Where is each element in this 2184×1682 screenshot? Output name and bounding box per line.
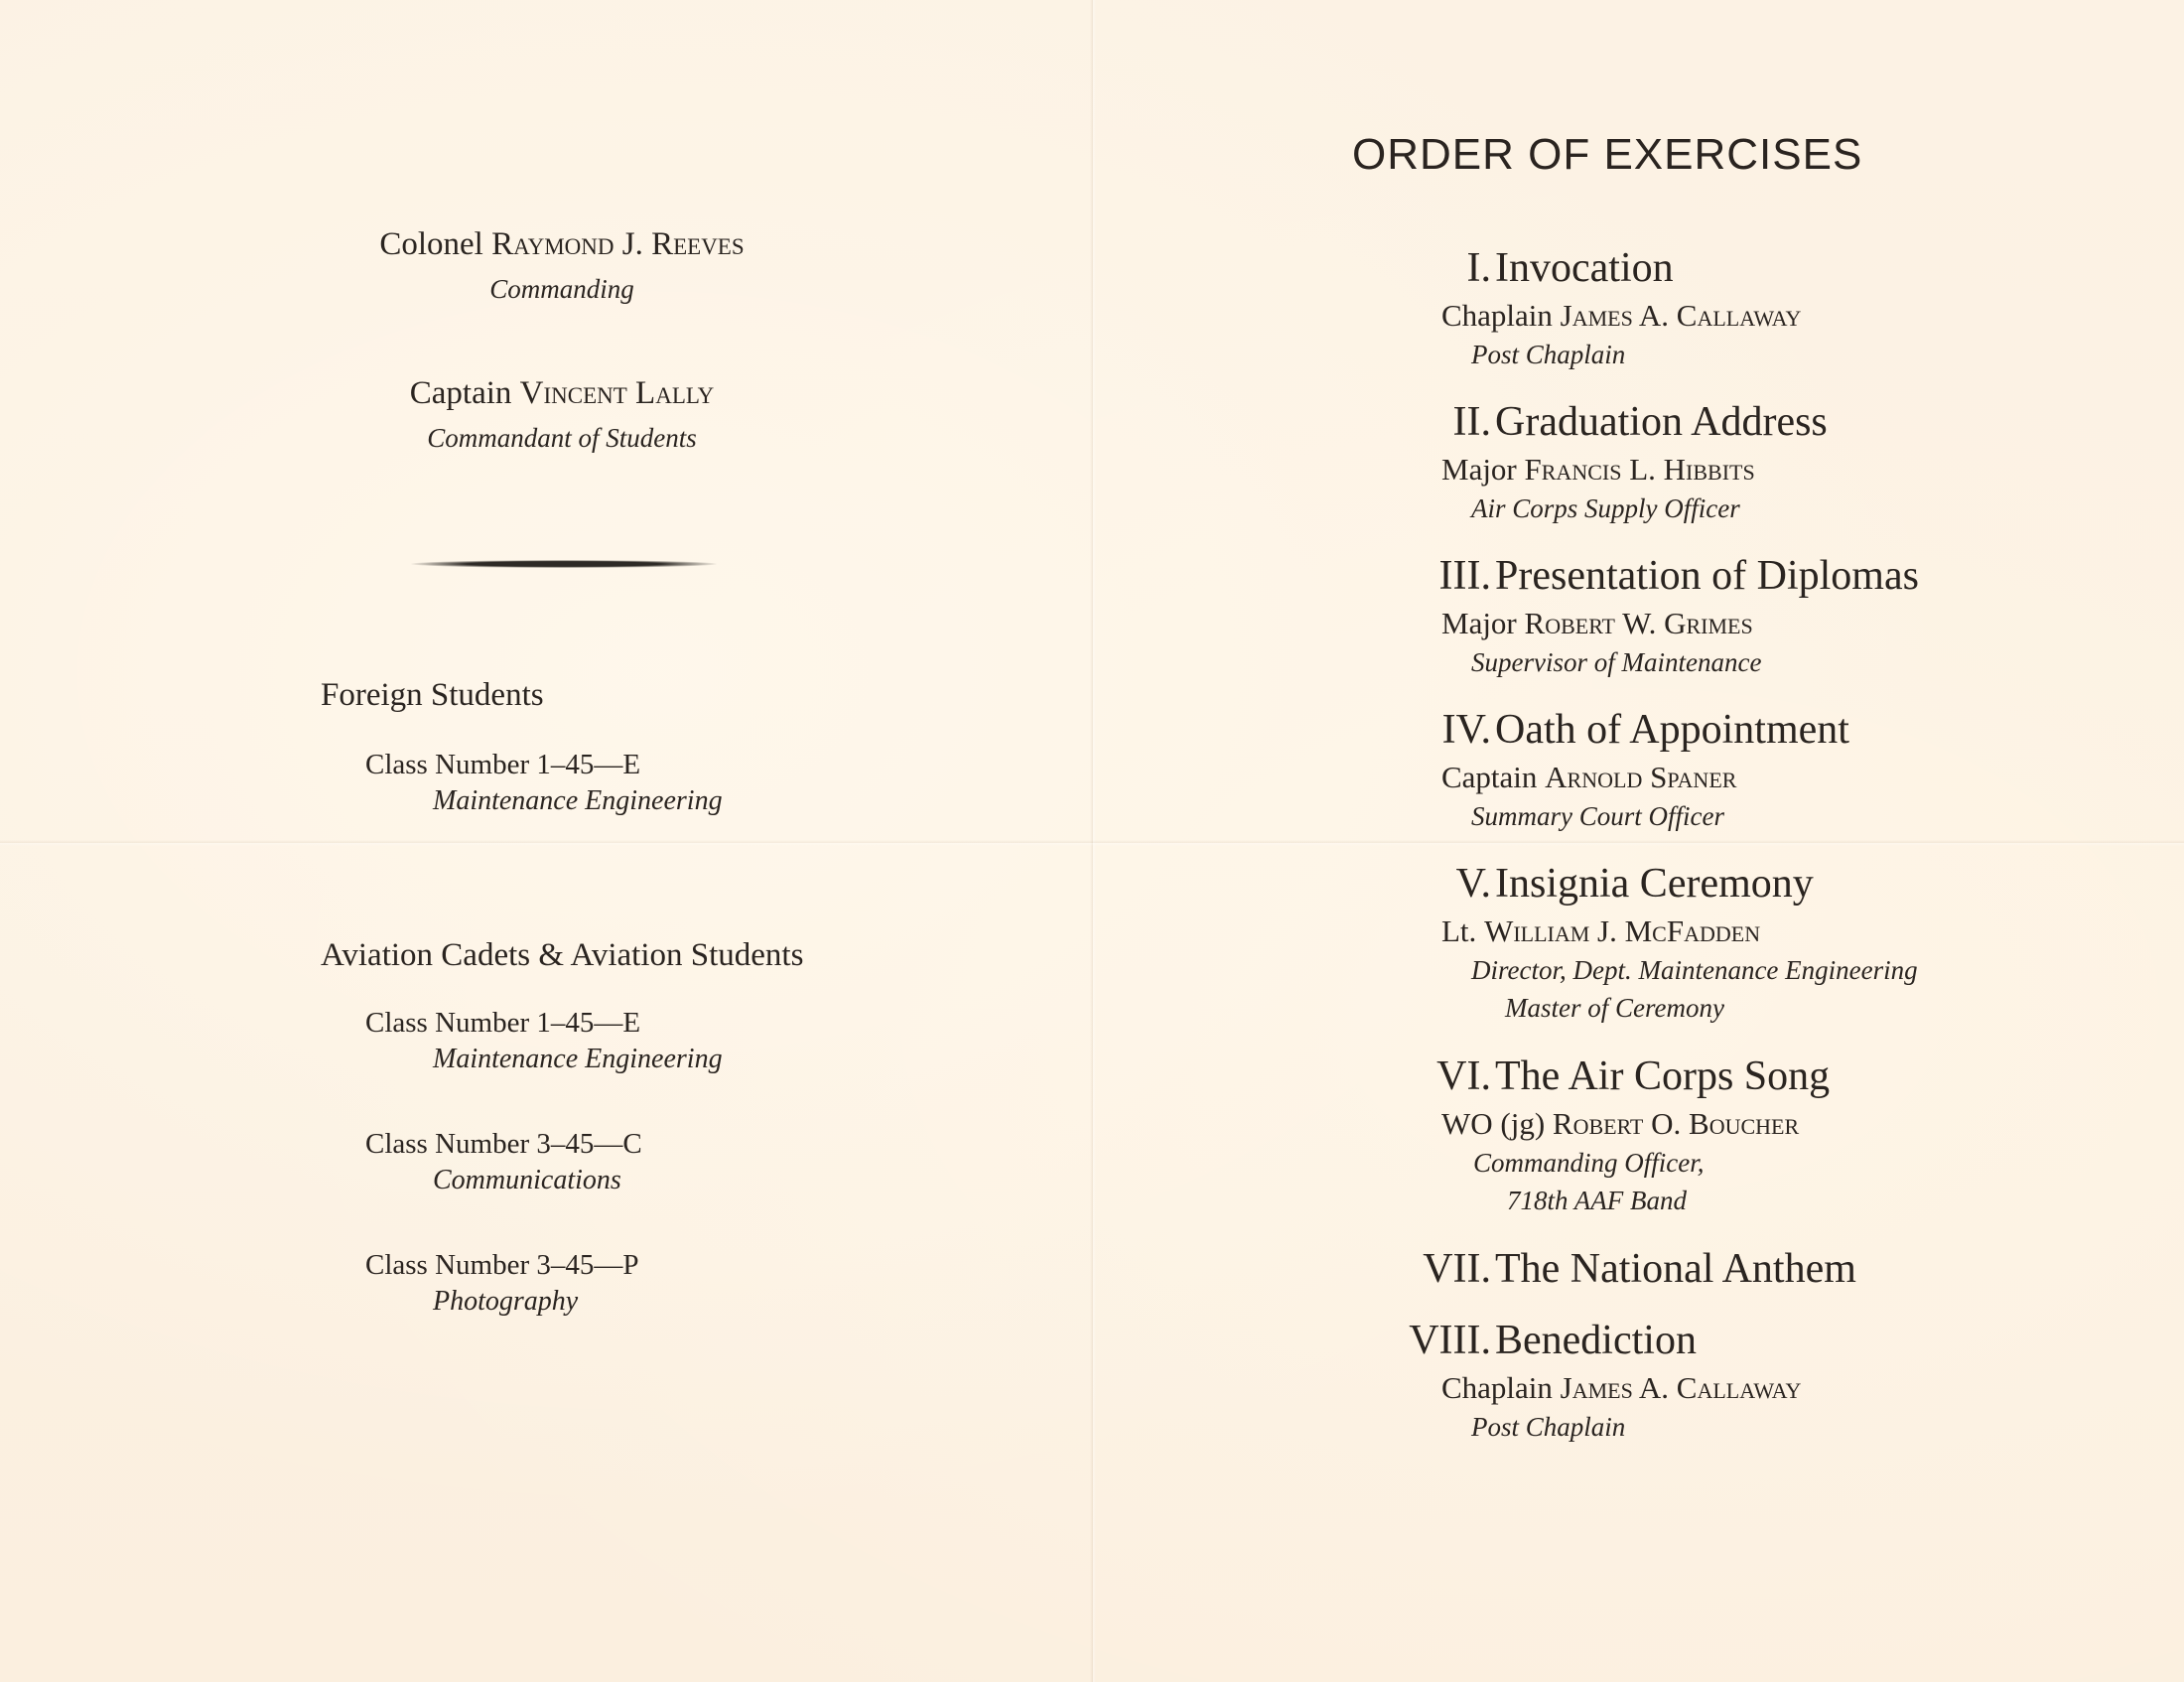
- group-title-aviation-cadets: Aviation Cadets & Aviation Students: [321, 937, 804, 973]
- exercise-presentation-of-diplomas: [1092, 550, 2184, 681]
- officer-role: Commandant of Students: [427, 423, 697, 453]
- exercise-title: The National Anthem: [1495, 1246, 1856, 1292]
- exercise-title: Graduation Address: [1495, 399, 1828, 445]
- officer-role: Commanding: [489, 274, 634, 304]
- exercise-numeral: II.: [1452, 399, 1491, 445]
- group-title-foreign-students: Foreign Students: [321, 677, 544, 713]
- exercise-person: Major Robert W. Grimes: [1441, 606, 1753, 640]
- exercise-office-secondary: 718th AAF Band: [1507, 1186, 1687, 1215]
- class-label: Class Number 3–45—P: [365, 1249, 639, 1281]
- exercise-person: Lt. William J. McFadden: [1441, 913, 1761, 948]
- exercise-person: Major Francis L. Hibbits: [1441, 452, 1755, 487]
- exercise-title: Insignia Ceremony: [1495, 861, 1814, 907]
- order-of-exercises-title: ORDER OF EXERCISES: [1352, 130, 1863, 179]
- class-subject: Photography: [433, 1286, 579, 1317]
- exercise-office: Post Chaplain: [1471, 1412, 1626, 1442]
- exercise-numeral: V.: [1455, 861, 1491, 907]
- decorative-rule: [411, 560, 717, 568]
- exercise-person: Chaplain James A. Callaway: [1441, 298, 1802, 333]
- exercise-numeral: VIII.: [1409, 1318, 1491, 1363]
- exercise-national-anthem: [1092, 1243, 2184, 1295]
- exercise-person: Captain Arnold Spaner: [1441, 760, 1737, 794]
- exercise-benediction: [1092, 1315, 2184, 1446]
- exercise-office: Director, Dept. Maintenance Engineering: [1471, 955, 1918, 985]
- exercise-numeral: III.: [1438, 553, 1491, 599]
- exercise-numeral: VII.: [1423, 1246, 1491, 1292]
- officer-name: Colonel Raymond J. Reeves: [379, 226, 745, 262]
- exercise-title: Invocation: [1495, 245, 1674, 291]
- exercise-numeral: I.: [1466, 245, 1491, 291]
- exercise-office-secondary: Master of Ceremony: [1505, 993, 1724, 1023]
- exercise-person: WO (jg) Robert O. Boucher: [1441, 1106, 1800, 1141]
- right-panel: [1092, 0, 2184, 1682]
- exercise-numeral: VI.: [1436, 1053, 1491, 1099]
- exercise-office: Supervisor of Maintenance: [1471, 647, 1762, 677]
- exercise-title: Oath of Appointment: [1495, 707, 1849, 753]
- exercise-title: The Air Corps Song: [1495, 1053, 1831, 1099]
- exercise-oath-of-appointment: [1092, 704, 2184, 835]
- exercise-office: Air Corps Supply Officer: [1471, 493, 1740, 523]
- exercise-office: Summary Court Officer: [1471, 801, 1724, 831]
- exercise-numeral: IV.: [1441, 707, 1491, 753]
- class-subject: Maintenance Engineering: [433, 1044, 723, 1074]
- class-entry: [365, 747, 723, 818]
- officer-commandant: [264, 373, 860, 455]
- exercise-office: Post Chaplain: [1471, 340, 1626, 369]
- class-label: Class Number 1–45—E: [365, 749, 641, 780]
- exercise-person: Chaplain James A. Callaway: [1441, 1370, 1802, 1405]
- class-subject: Maintenance Engineering: [433, 785, 723, 816]
- exercise-office: Commanding Officer,: [1473, 1148, 1705, 1178]
- class-entry: [365, 1126, 642, 1197]
- class-entry: [365, 1247, 639, 1319]
- class-entry: [365, 1005, 723, 1076]
- exercise-title: Presentation of Diplomas: [1495, 553, 1919, 599]
- exercise-air-corps-song: [1092, 1051, 2184, 1219]
- officer-commanding: [264, 224, 860, 306]
- class-label: Class Number 1–45—E: [365, 1007, 641, 1039]
- class-subject: Communications: [433, 1165, 621, 1195]
- exercise-title: Benediction: [1495, 1318, 1697, 1363]
- exercise-graduation-address: [1092, 396, 2184, 527]
- class-label: Class Number 3–45—C: [365, 1128, 642, 1160]
- exercise-insignia-ceremony: [1092, 858, 2184, 1027]
- exercise-invocation: [1092, 242, 2184, 373]
- officer-name: Captain Vincent Lally: [409, 375, 715, 411]
